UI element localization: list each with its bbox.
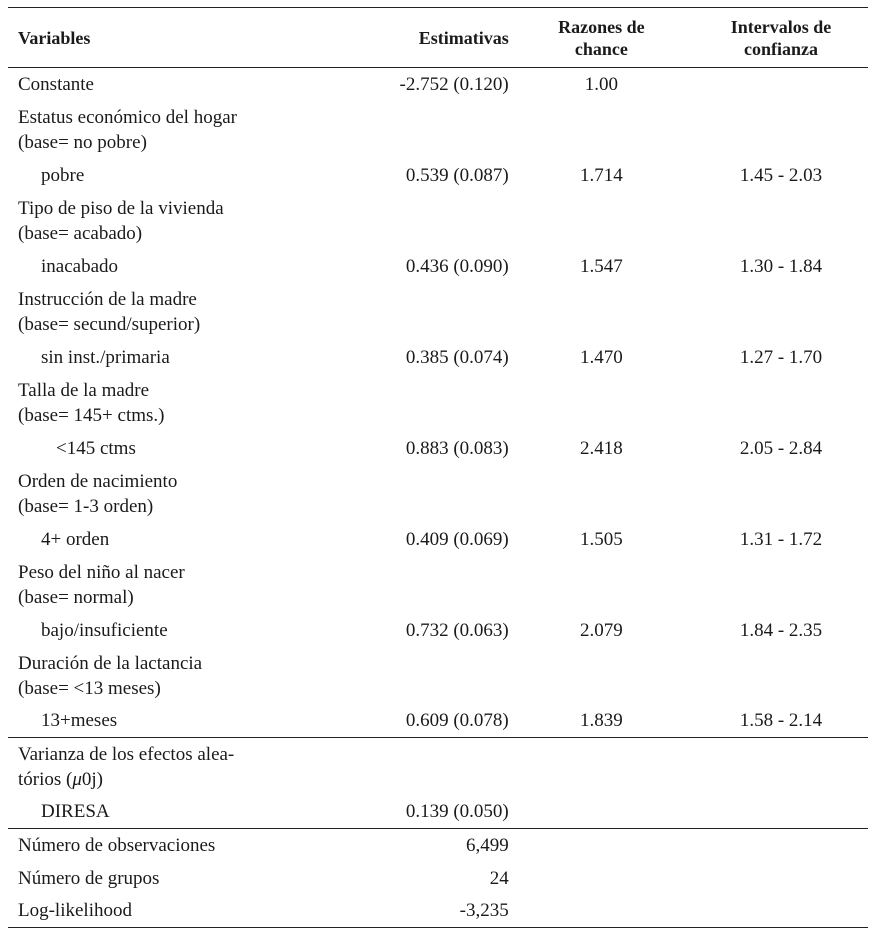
group-label	[8, 283, 868, 341]
table-row	[8, 523, 868, 556]
row-estimate: 0.883 (0.083)	[405, 437, 509, 459]
row-label: pobre	[41, 164, 85, 186]
row-estimate: 0.609 (0.078)	[405, 710, 509, 732]
row-ci	[694, 68, 868, 101]
group-label-line1: Varianza de los efectos alea-	[18, 743, 235, 765]
header-razones-line2: chance	[574, 38, 628, 59]
row-ci: 1.84 - 2.35	[739, 619, 823, 641]
row-label: <145 ctms	[56, 437, 136, 459]
row-label: DIRESA	[41, 801, 110, 823]
row-estimate: 0.539 (0.087)	[405, 164, 509, 186]
row-value: 24	[489, 867, 509, 889]
row-label: Número de observaciones	[18, 834, 216, 856]
group-label-line1: Instrucción de la madre	[18, 288, 197, 310]
row-label: 4+ orden	[41, 528, 110, 550]
table-row	[8, 192, 868, 250]
row-odds: 1.839	[580, 710, 623, 732]
group-label-line2: (base= 145+ ctms.)	[18, 404, 165, 426]
group-label-line2: (base= <13 meses)	[18, 677, 161, 699]
row-odds: 2.418	[580, 437, 623, 459]
group-label-line1: Peso del niño al nacer	[18, 561, 185, 583]
row-estimate: 0.732 (0.063)	[405, 619, 509, 641]
table-row	[8, 738, 868, 796]
group-label-line2: (base= secund/superior)	[18, 313, 201, 335]
group-label-line1: Duración de la lactancia	[18, 652, 203, 674]
group-label	[8, 465, 868, 523]
table-row	[8, 895, 868, 928]
group-label	[8, 101, 868, 159]
row-label: bajo/insuficiente	[41, 619, 168, 641]
row-label: Número de grupos	[18, 867, 160, 889]
table-row	[8, 465, 868, 523]
regression-table	[8, 7, 868, 928]
row-label: Log-likelihood	[18, 900, 132, 922]
group-label	[8, 556, 868, 614]
header-variables: Variables	[18, 27, 91, 48]
row-label: 13+meses	[41, 710, 118, 732]
table-row	[8, 647, 868, 705]
row-ci: 1.30 - 1.84	[739, 255, 823, 277]
row-ci: 1.27 - 1.70	[739, 346, 823, 368]
table-row	[8, 283, 868, 341]
group-label-line2: (base= no pobre)	[18, 131, 147, 153]
table-row	[8, 250, 868, 283]
group-label-line1: Estatus económico del hogar	[18, 106, 237, 128]
group-label-line1: Talla de la madre	[18, 379, 150, 401]
row-label: inacabado	[41, 255, 119, 277]
row-ci	[694, 796, 868, 829]
group-label-line2: (base= 1-3 orden)	[18, 495, 154, 517]
group-label	[8, 192, 868, 250]
header-razones-line1: Razones de	[558, 16, 645, 37]
table-row	[8, 68, 868, 101]
table-header-row	[8, 8, 868, 68]
table-row	[8, 829, 868, 862]
table-row	[8, 341, 868, 374]
table-row	[8, 159, 868, 192]
mu-symbol: μ	[72, 768, 82, 790]
row-value: -3,235	[459, 900, 509, 922]
table-row	[8, 556, 868, 614]
row-odds: 1.505	[580, 528, 623, 550]
table-row	[8, 374, 868, 432]
row-odds: 1.547	[580, 255, 623, 277]
row-odds: 1.00	[584, 73, 619, 95]
table-row	[8, 432, 868, 465]
row-label: sin inst./primaria	[41, 346, 170, 368]
table-row	[8, 614, 868, 647]
header-intervalos-line1: Intervalos de	[730, 16, 832, 37]
row-estimate: 0.139 (0.050)	[405, 801, 509, 823]
row-odds	[509, 796, 694, 829]
row-estimate: 0.385 (0.074)	[405, 346, 509, 368]
row-estimate: 0.409 (0.069)	[405, 528, 509, 550]
row-label: Constante	[18, 73, 94, 95]
group-label	[8, 647, 868, 705]
group-label-line2: (base= normal)	[18, 586, 134, 608]
table-row	[8, 862, 868, 895]
table-row	[8, 101, 868, 159]
group-label	[8, 738, 868, 796]
group-label-line1: Tipo de piso de la vivienda	[18, 197, 224, 219]
group-label-line2-suffix: 0j)	[81, 768, 104, 790]
row-estimate: 0.436 (0.090)	[405, 255, 509, 277]
group-label-line1: Orden de nacimiento	[18, 470, 178, 492]
row-ci: 1.58 - 2.14	[739, 710, 823, 732]
group-label-line2: (base= acabado)	[18, 222, 143, 244]
group-label-line2-prefix: tórios (	[18, 768, 73, 790]
header-intervalos	[694, 8, 868, 68]
table-row	[8, 705, 868, 738]
header-intervalos-line2: confianza	[744, 38, 819, 59]
header-estimativas: Estimativas	[418, 27, 509, 48]
row-odds: 1.714	[580, 164, 623, 186]
table-row	[8, 796, 868, 829]
header-razones	[509, 8, 694, 68]
row-ci: 1.45 - 2.03	[739, 164, 823, 186]
row-value: 6,499	[465, 834, 509, 856]
row-ci: 1.31 - 1.72	[739, 528, 823, 550]
row-ci: 2.05 - 2.84	[739, 437, 823, 459]
row-odds: 2.079	[580, 619, 623, 641]
row-estimate: -2.752 (0.120)	[399, 73, 509, 95]
row-odds: 1.470	[580, 346, 623, 368]
group-label	[8, 374, 868, 432]
